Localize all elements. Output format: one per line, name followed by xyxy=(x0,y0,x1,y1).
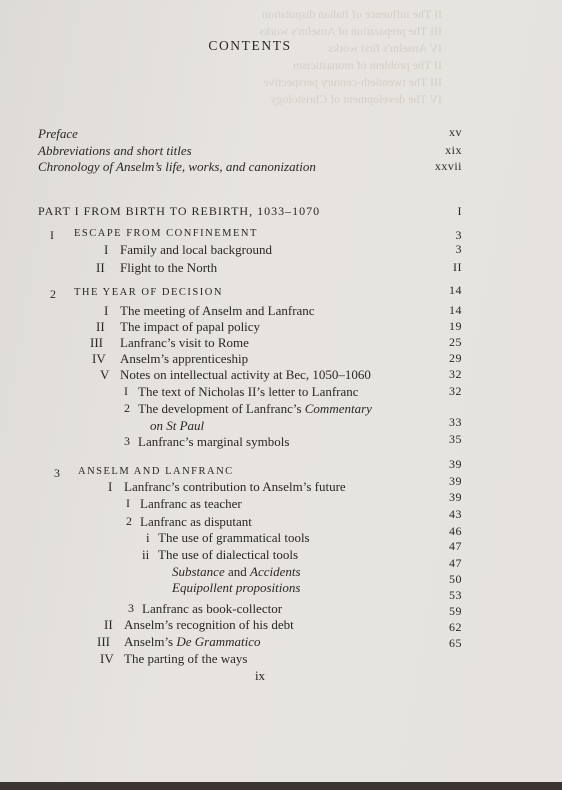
section-number: ii xyxy=(142,547,150,562)
toc-entry xyxy=(0,242,562,258)
toc-entry xyxy=(0,474,562,495)
entry-label: Notes on intellectual activity at Bec, 1050–1060 xyxy=(120,367,371,382)
entry-label: The use of dialectical tools xyxy=(158,547,299,562)
entry-label xyxy=(124,634,261,650)
entry-label: The meeting of Anselm and Lanfranc xyxy=(120,303,315,318)
chapter-number: 2 xyxy=(50,287,56,301)
toc-entry xyxy=(0,143,562,159)
toc-entry xyxy=(0,126,562,142)
entry-label: on St Paul xyxy=(150,418,205,433)
toc-entry xyxy=(0,588,562,617)
page-number: 25 xyxy=(449,335,462,349)
section-number: I xyxy=(104,242,109,257)
section-number: 3 xyxy=(124,434,130,448)
page-title: CONTENTS xyxy=(208,38,292,53)
page-number: 43 xyxy=(449,507,462,521)
section-number: I xyxy=(124,384,128,398)
toc-entry xyxy=(0,490,562,512)
section-number: II xyxy=(104,617,113,632)
page-number: 32 xyxy=(449,367,462,381)
page-number: 47 xyxy=(449,539,462,553)
entry-label-italic: Accidents xyxy=(250,564,301,579)
toc-entry xyxy=(0,572,562,596)
entry-label: Anselm’s apprenticeship xyxy=(120,351,249,366)
page-number: 3 xyxy=(455,228,462,242)
toc-entry xyxy=(0,260,562,276)
folio: ix xyxy=(254,668,266,683)
page-number: 53 xyxy=(449,588,462,602)
entry-label-italic: Commentary xyxy=(304,401,372,416)
entry-label: Lanfranc as book-collector xyxy=(142,601,283,616)
toc-entry xyxy=(0,319,562,335)
page-number: 29 xyxy=(449,351,462,365)
entry-label: Flight to the North xyxy=(120,260,218,275)
page-number: 62 xyxy=(449,620,462,634)
entry-label: The use of grammatical tools xyxy=(158,530,310,545)
entry-label: Chronology of Anselm’s life, works, and canonization xyxy=(38,159,316,174)
toc-entry-continued xyxy=(0,415,562,434)
section-number: 2 xyxy=(126,514,132,528)
toc-entry xyxy=(0,367,562,383)
part-label: PART I FROM BIRTH TO REBIRTH, 1033–1070 xyxy=(38,204,321,218)
entry-label: The impact of papal policy xyxy=(120,319,261,334)
section-number: 3 xyxy=(128,601,134,615)
toc-entry xyxy=(0,303,562,319)
toc-entry xyxy=(0,434,562,450)
section-number: 2 xyxy=(124,401,130,415)
part-heading xyxy=(0,204,562,220)
toc-entry xyxy=(0,159,562,175)
page-number: 59 xyxy=(449,604,462,618)
page-number: 32 xyxy=(449,384,462,398)
page-number: 65 xyxy=(449,636,462,650)
section-number: III xyxy=(90,335,103,350)
entry-label: Anselm’s recognition of his debt xyxy=(124,617,294,632)
section-number: I xyxy=(104,303,109,318)
section-number: II xyxy=(96,319,105,334)
page-number: xv xyxy=(449,125,462,139)
entry-label: Equipollent propositions xyxy=(172,580,301,595)
entry-label: Lanfranc as teacher xyxy=(140,496,242,511)
section-number: IV xyxy=(92,351,106,366)
section-number: V xyxy=(100,367,110,382)
page-number: 46 xyxy=(449,524,462,538)
entry-label: Family and local background xyxy=(120,242,272,257)
entry-label-italic: De Grammatico xyxy=(176,634,261,649)
page-number: I xyxy=(457,204,462,218)
section-number: i xyxy=(146,530,150,545)
page-number: 39 xyxy=(449,490,462,504)
toc-entry xyxy=(0,335,562,351)
toc-entry xyxy=(0,524,562,546)
toc-entry xyxy=(0,539,562,563)
section-number: I xyxy=(108,479,113,494)
page-number: 35 xyxy=(449,432,462,446)
chapter-number: I xyxy=(50,228,54,242)
chapter-label: ANSELM AND LANFRANC xyxy=(78,466,234,477)
section-number: I xyxy=(126,496,130,510)
toc-entry xyxy=(0,507,562,530)
entry-label: Lanfranc’s marginal symbols xyxy=(138,434,290,449)
toc-entry xyxy=(0,556,562,580)
entry-label-italic: Substance xyxy=(172,564,225,579)
page-number: 19 xyxy=(449,319,462,333)
page-number: 3 xyxy=(455,242,462,256)
toc-entry xyxy=(0,401,562,417)
page-number: 50 xyxy=(449,572,462,586)
chapter-label: THE YEAR OF DECISION xyxy=(74,287,223,298)
page-number: 14 xyxy=(449,303,462,317)
entry-label: Lanfranc as disputant xyxy=(140,514,252,529)
page-number: xxvii xyxy=(434,159,462,173)
chapter-number: 3 xyxy=(54,466,60,480)
chapter-heading xyxy=(0,283,562,303)
entry-label: Lanfranc’s visit to Rome xyxy=(120,335,249,350)
entry-label xyxy=(138,401,372,417)
entry-label xyxy=(172,564,301,580)
entry-label-text: The development of Lanfranc’s xyxy=(138,401,305,416)
chapter-label: ESCAPE FROM CONFINEMENT xyxy=(74,228,258,239)
entry-label: The parting of the ways xyxy=(124,651,248,666)
section-number: III xyxy=(97,634,110,649)
page-number: II xyxy=(453,260,462,274)
entry-label: Abbreviations and short titles xyxy=(38,143,192,158)
show-through-text: II The influence of Italian disputation III The preparation of Anselm's works IV Anselm's first works II The problem of monasticism III The twentieth-century perspective IV The development of Christology xyxy=(259,7,442,106)
entry-label: Preface xyxy=(38,126,78,141)
page-number: 47 xyxy=(449,556,462,570)
page-number: 33 xyxy=(449,415,462,429)
page-number: 39 xyxy=(449,474,462,488)
entry-label-text: and xyxy=(224,564,250,579)
section-number: IV xyxy=(100,651,114,666)
toc-entry xyxy=(0,384,562,400)
entry-label: The text of Nicholas II’s letter to Lanfranc xyxy=(138,384,359,399)
page-number: xix xyxy=(445,143,462,157)
page-number: 39 xyxy=(449,457,462,471)
entry-label-text: Anselm’s xyxy=(124,634,177,649)
page-number: 14 xyxy=(449,283,462,297)
section-number: II xyxy=(96,260,105,275)
entry-label: Lanfranc’s contribution to Anselm’s future xyxy=(124,479,346,494)
toc-entry xyxy=(0,351,562,367)
